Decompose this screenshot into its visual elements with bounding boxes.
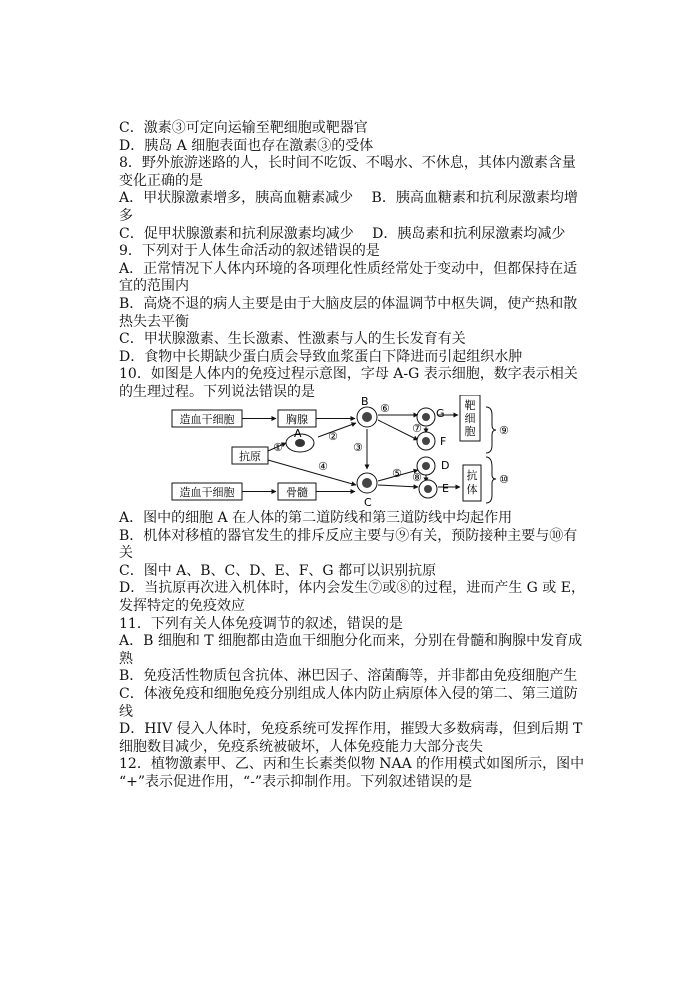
text-line: D．胰岛 A 细胞表面也存在激素③的受体 [119, 137, 374, 154]
stem-cell-box-top [172, 410, 242, 427]
target-cell-box [460, 395, 480, 441]
text-line: C．甲状腺激素、生长激素、性激素与人的生长发育有关 [119, 331, 466, 348]
label-a: A [294, 427, 302, 440]
text-line: 关 [119, 545, 133, 562]
step-8: ⑧ [412, 471, 422, 484]
step-1: ① [273, 441, 283, 454]
label-e: E [442, 482, 449, 495]
text-line: 11．下列有关人体免疫调节的叙述，错误的是 [119, 615, 403, 632]
text-line: 10．如图是人体内的免疫过程示意图，字母 A-G 表示细胞，数字表示相关 [119, 366, 578, 383]
text-line: C．激素③可定向运输至靶细胞或靶器官 [119, 120, 368, 136]
text-line: D．HIV 侵入人体时，免疫系统可发挥作用，摧毁大多数病毒，但到后期 T [119, 721, 583, 738]
stem-cell-box-bottom [172, 483, 242, 500]
thymus-box [278, 410, 316, 427]
text-line: 线 [119, 703, 133, 720]
bone-marrow-box [278, 483, 316, 500]
text-line: 热失去平衡 [119, 313, 189, 330]
text-line: 变化正确的是 [119, 172, 203, 189]
antibody-box [463, 465, 481, 501]
stem-cell-label: 造血干细胞 [179, 486, 235, 499]
label-c: C [364, 496, 372, 509]
text-line: 宜的范围内 [119, 278, 189, 295]
step-5: ⑤ [392, 467, 402, 480]
text-line: “+”表示促进作用，“-”表示抑制作用。下列叙述错误的是 [119, 773, 473, 790]
text-line: D．食物中长期缺少蛋白质会导致血浆蛋白下降进而引起组织水肿 [119, 348, 523, 365]
text-line: A．图中的细胞 A 在人体的第二道防线和第三道防线中均起作用 [119, 510, 513, 526]
label-f: F [440, 435, 447, 448]
stem-cell-label: 造血干细胞 [179, 413, 235, 426]
text-line: B．机体对移植的器官发生的排斥反应主要与⑨有关，预防接种主要与⑩有 [119, 527, 578, 544]
text-line: 多 [119, 207, 133, 224]
text-line: B．免疫活性物质包含抗体、淋巴因子、溶菌酶等，并非都由免疫细胞产生 [119, 668, 578, 685]
text-line: C．促甲状腺激素和抗利尿激素均减少 D．胰岛素和抗利尿激素均减少 [119, 225, 566, 242]
text-line: B．高烧不退的病人主要是由于大脑皮层的体温调节中枢失调，使产热和散 [119, 295, 578, 312]
target-cell-label: 靶细胞 [464, 399, 476, 438]
text-line: A．正常情况下人体内环境的各项理化性质经常处于变动中，但都保持在适 [119, 260, 578, 277]
text-line: 9．下列对于人体生命活动的叙述错误的是 [119, 243, 380, 260]
step-4: ④ [318, 460, 328, 473]
bone-marrow-label: 骨髓 [286, 486, 308, 499]
antigen-box [232, 447, 268, 464]
text-line: A．甲状腺激素增多，胰高血糖素减少 B．胰高血糖素和抗利尿激素均增 [119, 190, 578, 207]
text-line: 发挥特定的免疫效应 [119, 597, 245, 614]
step-10: ⑩ [499, 473, 509, 486]
label-b: B [361, 395, 369, 408]
step-7: ⑦ [412, 422, 422, 435]
step-2: ② [328, 430, 338, 443]
label-g: G [436, 407, 445, 420]
questions-top [119, 120, 589, 402]
text-line: 的生理过程。下列说法错误的是 [119, 383, 315, 400]
thymus-label: 胸腺 [286, 413, 308, 426]
text-line: D．当抗原再次进入机体时，体内会发生⑦或⑧的过程，进而产生 G 或 E， [119, 580, 585, 597]
antigen-label: 抗原 [239, 450, 261, 463]
text-line: A．B 细胞和 T 细胞都由造血干细胞分化而来，分别在骨髓和胸腺中发育成 [119, 633, 583, 650]
text-line: C．体液免疫和细胞免疫分别组成人体内防止病原体入侵的第二、第三道防 [119, 685, 578, 702]
text-line: 8．野外旅游迷路的人，长时间不吃饭、不喝水、不休息，其体内激素含量 [119, 155, 576, 172]
text-line: C．图中 A、B、C、D、E、F、G 都可以识别抗原 [119, 562, 437, 579]
text-line: 细胞数目减少，免疫系统被破坏，人体免疫能力大部分丧失 [119, 738, 483, 755]
step-6: ⑥ [380, 402, 390, 415]
antibody-label: 抗体 [466, 469, 478, 496]
label-d: D [441, 459, 450, 472]
step-3: ③ [353, 441, 363, 454]
questions-bottom [119, 510, 589, 792]
step-9: ⑨ [499, 424, 509, 437]
text-line: 12．植物激素甲、乙、丙和生长素类似物 NAA 的作用模式如图所示，图中 [119, 756, 585, 773]
immune-process-diagram [160, 395, 540, 510]
text-line: 熟 [119, 650, 133, 667]
